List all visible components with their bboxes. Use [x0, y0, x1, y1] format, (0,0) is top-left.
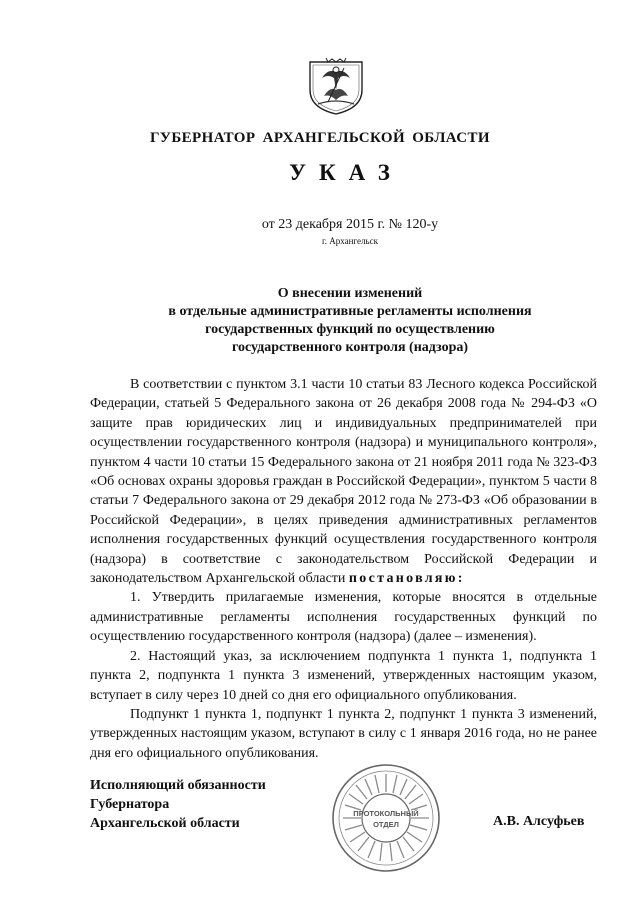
signatory-position: [90, 776, 266, 833]
document-date-number: от 23 декабря 2015 г. № 120-у: [261, 217, 439, 232]
document-body: [90, 375, 597, 763]
document-heading: [0, 285, 640, 357]
signatory-position-line: Архангельской области: [90, 816, 240, 831]
item-1-paragraph: 1. Утвердить прилагаемые изменения, которые вносятся в отдельные административные регламенты исполнения государственных функций по осуществлению государственного контроля (надзора) (далее – изменения).: [90, 590, 597, 645]
issuing-authority: ГУБЕРНАТОР АРХАНГЕЛЬСКОЙ ОБЛАСТИ: [149, 130, 490, 146]
heading-line: государственного контроля (надзора): [231, 340, 469, 355]
stamp-label: ПРОТОКОЛЬНЫЙ: [353, 809, 419, 818]
decree-word: постановляю:: [348, 571, 465, 587]
heading-line: О внесении изменений: [277, 286, 423, 301]
heading-line: в отдельные административные регламенты исполнения: [168, 304, 532, 319]
signatory-name: А.В. Алсуфьев: [493, 814, 585, 829]
preamble-paragraph: [90, 375, 597, 588]
coat-of-arms-icon: [304, 56, 368, 116]
document-city: г. Архангельск: [322, 236, 378, 246]
official-stamp: [330, 762, 442, 874]
stamp-label: ОТДЕЛ: [373, 820, 399, 829]
signatory-position-line: Губернатора: [90, 797, 170, 812]
preamble-text: В соответствии с пунктом 3.1 части 10 статьи 83 Лесного кодекса Российской Федерации, статьей 5 Федерального закона от 26 декабря 2008 года № 294-ФЗ «О защите прав юридических лиц и индивидуальных предпринимателей при осуществлении государственного контроля (надзора) и муниципального контроля», пунктом 4 части 10 статьи 15 Федерального закона от 21 ноября 2011 года № 323-ФЗ «Об основах охраны здоровья граждан в Российской Федерации», пунктом 5 части 8 статьи 7 Федерального закона от 29 декабря 2012 года № 273-ФЗ «Об образовании в Российской Федерации», в целях приведения административных регламентов исполнения государственных функций осуществления государственного контроля (надзора) в соответствие с законодательством Российской Федерации и законодательством Архангельской области: [90, 377, 597, 587]
heading-line: государственных функций по осуществлению: [205, 322, 495, 337]
item-2-continued-paragraph: Подпункт 1 пункта 1, подпункт 1 пункта 2, подпункт 1 пункта 3 изменений, утвержденных настоящим указом, вступают в силу с 1 января 2016 года, но не ранее дня его официального опубликования.: [90, 706, 597, 761]
item-2-paragraph: 2. Настоящий указ, за исключением подпункта 1 пункта 1, подпункта 1 пункта 2, подпункта 1 пункта 3 изменений, утвержденных настоящим указом, вступает в силу через 10 дней со дня его официального опубликования.: [90, 648, 597, 703]
document-type: УКАЗ: [289, 160, 403, 185]
signatory-position-line: Исполняющий обязанности: [90, 778, 266, 793]
